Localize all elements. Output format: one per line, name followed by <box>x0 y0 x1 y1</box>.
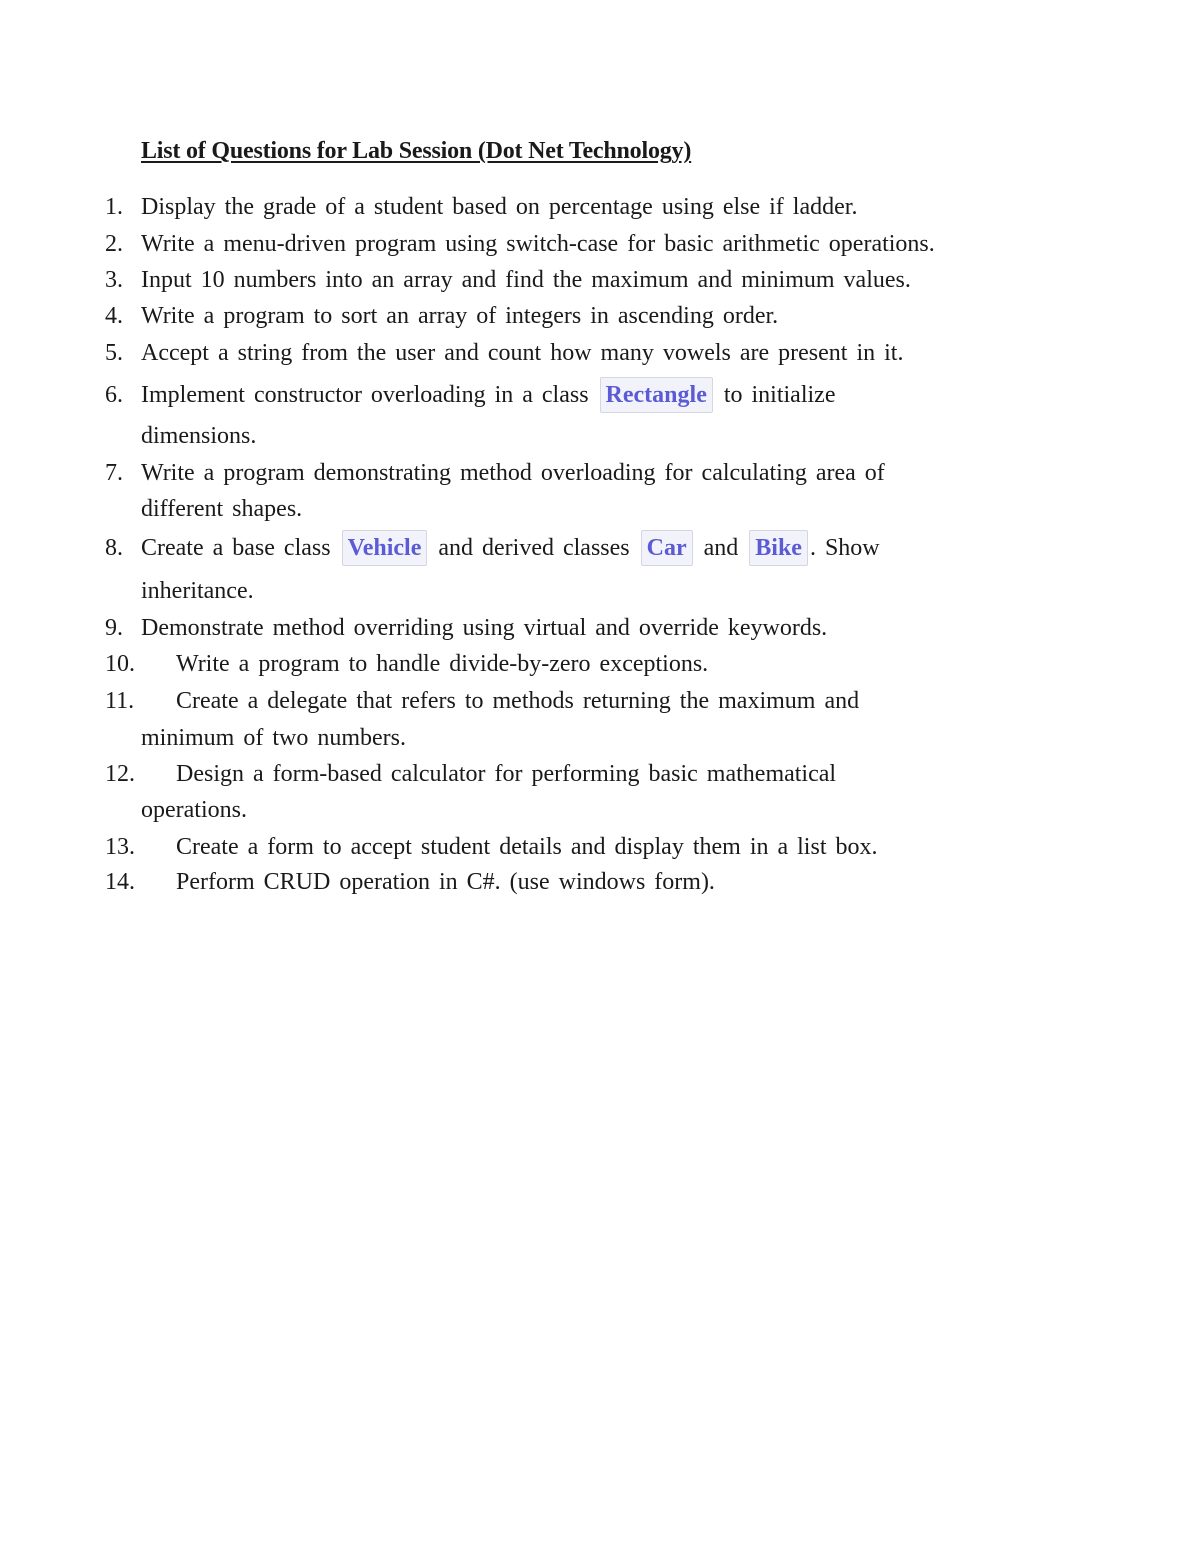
question-text-part: Implement constructor overloading in a class <box>141 382 589 408</box>
code-class-name: Vehicle <box>342 530 428 566</box>
question-number: 7. <box>105 460 123 486</box>
question-text: Display the grade of a student based on percentage using else if ladder. <box>141 194 858 220</box>
question-text: Demonstrate method overriding using virtual and override keywords. <box>141 615 828 641</box>
question-text: Write a menu-driven program using switch-case for basic arithmetic operations. <box>141 231 935 257</box>
question-text: Write a program to handle divide-by-zero exceptions. <box>176 651 709 677</box>
question-number: 8. <box>105 535 123 561</box>
question-continuation: operations. <box>141 797 247 823</box>
question-number: 2. <box>105 231 123 257</box>
question-continuation: different shapes. <box>141 496 303 522</box>
question-number: 3. <box>105 267 123 293</box>
question-text: Write a program demonstrating method overloading for calculating area of <box>141 460 885 486</box>
question-text: Perform CRUD operation in C#. (use windows form). <box>176 869 715 895</box>
question-number: 6. <box>105 382 123 408</box>
question-number: 12. <box>105 761 135 787</box>
document-title: List of Questions for Lab Session (Dot Net Technology) <box>141 138 692 164</box>
question-number: 5. <box>105 340 123 366</box>
question-number: 1. <box>105 194 123 220</box>
question-text: Input 10 numbers into an array and find the maximum and minimum values. <box>141 267 911 293</box>
question-number: 13. <box>105 834 135 860</box>
question-text-part: and derived classes <box>438 535 630 561</box>
question-text: Create a form to accept student details and display them in a list box. <box>176 834 878 860</box>
code-class-name: Rectangle <box>600 377 713 413</box>
question-number: 9. <box>105 615 123 641</box>
question-text: Accept a string from the user and count how many vowels are present in it. <box>141 340 904 366</box>
question-text <box>141 377 835 414</box>
code-class-name: Car <box>641 530 693 566</box>
question-text-part: Create a base class <box>141 535 331 561</box>
question-text-part: . Show <box>809 535 880 561</box>
question-text: Create a delegate that refers to methods returning the maximum and <box>176 688 860 714</box>
question-text <box>141 530 880 567</box>
question-continuation: minimum of two numbers. <box>141 725 406 751</box>
question-text: Write a program to sort an array of integers in ascending order. <box>141 303 779 329</box>
question-text-part: and <box>703 535 739 561</box>
code-class-name: Bike <box>749 530 808 566</box>
question-text-part: to initialize <box>723 382 836 408</box>
question-number: 10. <box>105 651 135 677</box>
question-number: 4. <box>105 303 123 329</box>
question-continuation: dimensions. <box>141 423 257 449</box>
question-number: 11. <box>105 688 135 714</box>
question-number: 14. <box>105 869 135 895</box>
question-continuation: inheritance. <box>141 578 254 604</box>
question-text: Design a form-based calculator for performing basic mathematical <box>176 761 837 787</box>
